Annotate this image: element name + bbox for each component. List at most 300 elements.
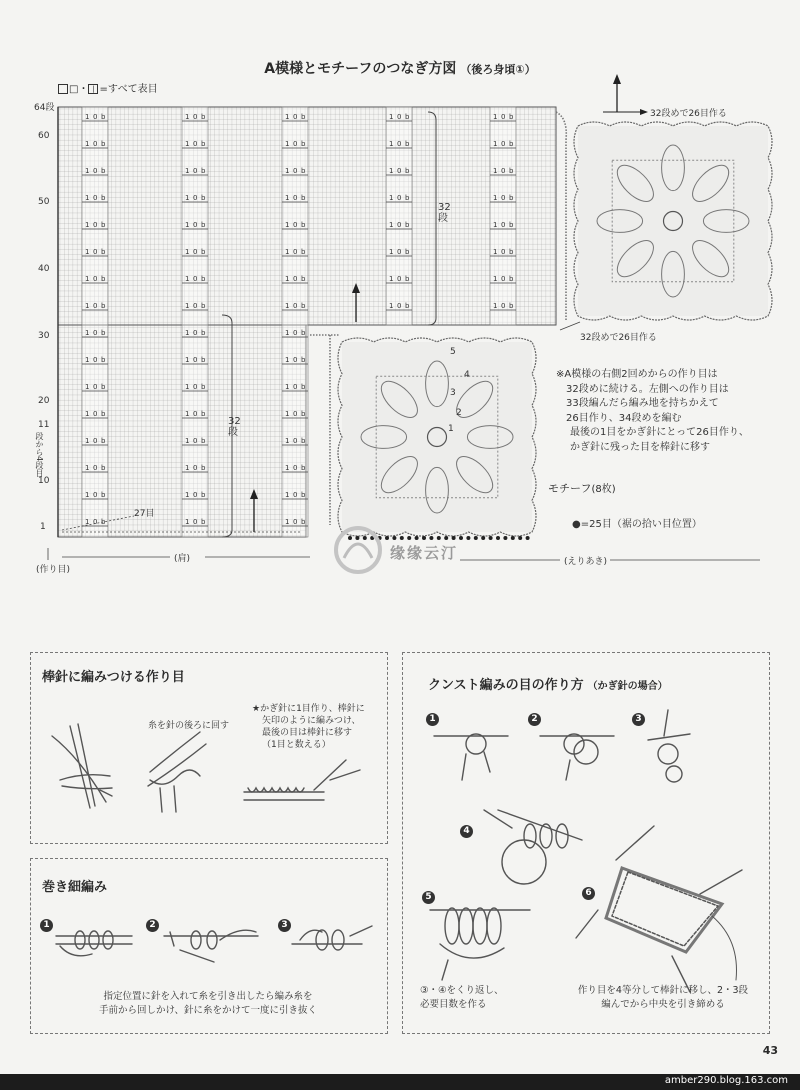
legend-text: =すべて表目 xyxy=(99,84,158,95)
y-label-30: 30 xyxy=(38,331,50,341)
svg-text:0: 0 xyxy=(293,491,298,499)
svg-text:b: b xyxy=(201,491,206,499)
row-count-left: 32段 xyxy=(228,416,241,438)
svg-text:1: 1 xyxy=(493,113,498,121)
svg-text:0: 0 xyxy=(93,275,98,283)
title-sub: （後ろ身頃①） xyxy=(460,63,536,76)
svg-text:b: b xyxy=(101,383,106,391)
svg-text:0: 0 xyxy=(397,140,402,148)
svg-text:1: 1 xyxy=(285,275,290,283)
cable-mark xyxy=(82,518,108,526)
svg-text:1: 1 xyxy=(493,248,498,256)
cable-mark xyxy=(82,437,108,445)
svg-text:1: 1 xyxy=(389,275,394,283)
wrap-step-3-badge: 3 xyxy=(278,919,291,932)
svg-text:0: 0 xyxy=(93,194,98,202)
kunst-step-1-badge: 1 xyxy=(426,713,439,726)
wrap-illustration-1 xyxy=(56,931,132,956)
svg-text:1: 1 xyxy=(185,275,190,283)
svg-text:0: 0 xyxy=(293,383,298,391)
svg-text:b: b xyxy=(201,437,206,445)
svg-text:0: 0 xyxy=(397,194,402,202)
cable-mark xyxy=(182,437,208,445)
svg-text:0: 0 xyxy=(501,221,506,229)
cable-mark xyxy=(82,140,108,148)
cable-mark xyxy=(490,113,516,121)
cable-mark xyxy=(386,194,412,202)
svg-text:0: 0 xyxy=(193,437,198,445)
kunst-caption-45-2: 必要目数を作る xyxy=(420,999,487,1010)
svg-text:b: b xyxy=(101,356,106,364)
svg-text:1: 1 xyxy=(285,464,290,472)
svg-text:0: 0 xyxy=(293,518,298,526)
svg-text:1: 1 xyxy=(285,302,290,310)
svg-text:b: b xyxy=(509,275,514,283)
svg-text:b: b xyxy=(301,140,306,148)
svg-text:b: b xyxy=(405,302,410,310)
cable-mark xyxy=(282,302,308,310)
svg-text:0: 0 xyxy=(193,221,198,229)
kunst-step-4-badge: 4 xyxy=(460,825,473,838)
motif-label-text: モチーフ xyxy=(548,482,592,495)
svg-text:1: 1 xyxy=(185,248,190,256)
cable-mark xyxy=(282,410,308,418)
svg-text:1: 1 xyxy=(185,437,190,445)
svg-text:1: 1 xyxy=(285,437,290,445)
cable-mark xyxy=(182,113,208,121)
svg-text:1: 1 xyxy=(285,356,290,364)
y-label-20: 20 xyxy=(38,396,50,406)
svg-text:1: 1 xyxy=(185,383,190,391)
cable-mark xyxy=(82,356,108,364)
cable-mark xyxy=(386,302,412,310)
cable-mark xyxy=(182,383,208,391)
svg-text:b: b xyxy=(201,356,206,364)
motif-round-5: 5 xyxy=(450,347,456,357)
svg-text:b: b xyxy=(509,113,514,121)
svg-text:b: b xyxy=(509,167,514,175)
svg-text:b: b xyxy=(101,140,106,148)
cable-mark xyxy=(282,464,308,472)
svg-text:0: 0 xyxy=(193,275,198,283)
svg-text:1: 1 xyxy=(389,248,394,256)
cable-mark xyxy=(386,275,412,283)
svg-text:1: 1 xyxy=(285,113,290,121)
kunst-step-5-badge: 5 xyxy=(422,891,435,904)
svg-text:0: 0 xyxy=(293,113,298,121)
svg-text:0: 0 xyxy=(293,302,298,310)
svg-text:1: 1 xyxy=(85,491,90,499)
side-note-line-4: 26目作り、34段めを編む xyxy=(566,412,682,424)
motif-label xyxy=(548,480,616,496)
svg-text:1: 1 xyxy=(389,302,394,310)
y-label-50: 50 xyxy=(38,197,50,207)
cable-mark xyxy=(82,383,108,391)
svg-text:b: b xyxy=(301,167,306,175)
svg-text:b: b xyxy=(101,518,106,526)
wrap-illustration-2 xyxy=(164,930,258,962)
svg-text:0: 0 xyxy=(193,491,198,499)
svg-text:b: b xyxy=(405,275,410,283)
cable-mark xyxy=(182,275,208,283)
svg-text:0: 0 xyxy=(501,302,506,310)
title-main: A模様とモチーフのつなぎ方図 xyxy=(264,61,457,77)
svg-text:b: b xyxy=(201,113,206,121)
cable-mark xyxy=(182,221,208,229)
svg-text:0: 0 xyxy=(501,167,506,175)
cable-mark xyxy=(82,167,108,175)
svg-text:0: 0 xyxy=(93,302,98,310)
stitch-count: 27目 xyxy=(134,509,155,519)
svg-text:b: b xyxy=(301,464,306,472)
svg-text:1: 1 xyxy=(285,410,290,418)
motif-round-1: 1 xyxy=(448,424,454,434)
svg-text:b: b xyxy=(201,248,206,256)
svg-text:1: 1 xyxy=(185,140,190,148)
svg-text:b: b xyxy=(201,329,206,337)
cable-mark xyxy=(282,140,308,148)
kunst-step-6-badge: 6 xyxy=(582,887,595,900)
y-label-11: 11 xyxy=(38,420,50,430)
svg-text:0: 0 xyxy=(293,437,298,445)
cast-on-label-b-2: 矢印のように編みつけ、 xyxy=(262,716,361,726)
svg-text:1: 1 xyxy=(285,221,290,229)
svg-text:0: 0 xyxy=(293,194,298,202)
svg-text:b: b xyxy=(201,410,206,418)
svg-text:b: b xyxy=(201,275,206,283)
legend-symbols: □・ xyxy=(69,84,89,95)
cable-mark xyxy=(82,221,108,229)
svg-text:0: 0 xyxy=(501,140,506,148)
svg-text:1: 1 xyxy=(185,356,190,364)
cable-mark xyxy=(282,437,308,445)
svg-text:0: 0 xyxy=(193,410,198,418)
svg-text:b: b xyxy=(405,140,410,148)
svg-text:0: 0 xyxy=(501,275,506,283)
svg-text:b: b xyxy=(301,410,306,418)
svg-text:1: 1 xyxy=(85,194,90,202)
cable-mark xyxy=(386,140,412,148)
svg-text:b: b xyxy=(301,221,306,229)
cable-mark xyxy=(182,491,208,499)
svg-text:0: 0 xyxy=(293,140,298,148)
purl-symbol-icon: | xyxy=(88,84,98,94)
kunst-illustration-6 xyxy=(576,826,742,992)
cable-mark xyxy=(282,491,308,499)
svg-text:b: b xyxy=(201,221,206,229)
wrap-step-2-badge: 2 xyxy=(146,919,159,932)
svg-text:b: b xyxy=(405,113,410,121)
svg-text:b: b xyxy=(301,248,306,256)
svg-text:b: b xyxy=(405,167,410,175)
svg-text:1: 1 xyxy=(389,194,394,202)
cable-mark xyxy=(282,518,308,526)
svg-text:0: 0 xyxy=(397,113,402,121)
svg-text:b: b xyxy=(101,275,106,283)
svg-text:0: 0 xyxy=(397,275,402,283)
cable-mark xyxy=(386,113,412,121)
svg-text:0: 0 xyxy=(93,410,98,418)
svg-text:1: 1 xyxy=(185,491,190,499)
svg-text:0: 0 xyxy=(501,113,506,121)
cable-mark xyxy=(282,383,308,391)
motif-count: (8枚) xyxy=(591,484,616,495)
svg-text:1: 1 xyxy=(493,167,498,175)
wrap-caption-2: 手前から回しかけ、針に糸をかけて一度に引き抜く xyxy=(98,1005,318,1016)
cast-on-illustration-2 xyxy=(148,732,206,812)
svg-text:0: 0 xyxy=(501,248,506,256)
svg-text:0: 0 xyxy=(93,464,98,472)
cable-mark xyxy=(282,275,308,283)
svg-text:1: 1 xyxy=(85,302,90,310)
svg-text:1: 1 xyxy=(185,464,190,472)
svg-text:0: 0 xyxy=(93,437,98,445)
side-note-line-1: ※A模様の右側2回めからの作り目は xyxy=(556,369,718,380)
y-label-10: 10 xyxy=(38,476,50,486)
svg-text:0: 0 xyxy=(93,329,98,337)
svg-text:b: b xyxy=(201,302,206,310)
svg-text:0: 0 xyxy=(93,356,98,364)
svg-text:b: b xyxy=(405,194,410,202)
cable-mark xyxy=(82,302,108,310)
svg-text:b: b xyxy=(101,464,106,472)
svg-text:1: 1 xyxy=(85,518,90,526)
cable-mark xyxy=(386,167,412,175)
svg-text:0: 0 xyxy=(293,248,298,256)
motif-round-3: 3 xyxy=(450,388,456,398)
svg-text:b: b xyxy=(101,167,106,175)
kunst-step-3-badge: 3 xyxy=(632,713,645,726)
svg-text:1: 1 xyxy=(85,356,90,364)
svg-text:1: 1 xyxy=(85,383,90,391)
svg-text:0: 0 xyxy=(193,302,198,310)
y-label-64: 64段 xyxy=(34,103,55,113)
svg-text:0: 0 xyxy=(397,302,402,310)
side-note-line-3: 33段編んだら編み地を持ちかえて xyxy=(566,398,719,409)
watermark-logo-icon xyxy=(330,520,386,584)
svg-text:b: b xyxy=(301,437,306,445)
svg-text:0: 0 xyxy=(293,221,298,229)
svg-text:1: 1 xyxy=(493,302,498,310)
svg-text:b: b xyxy=(509,194,514,202)
cable-mark xyxy=(82,410,108,418)
wrap-step-1-badge: 1 xyxy=(40,919,53,932)
svg-text:0: 0 xyxy=(293,275,298,283)
svg-text:b: b xyxy=(405,221,410,229)
cable-mark xyxy=(182,194,208,202)
svg-text:0: 0 xyxy=(293,410,298,418)
cable-mark xyxy=(282,329,308,337)
cable-mark xyxy=(282,248,308,256)
kunst-illustration-2 xyxy=(540,734,614,780)
svg-text:1: 1 xyxy=(185,194,190,202)
arrow-top-label: 32段めで26目作る xyxy=(650,109,727,119)
svg-text:0: 0 xyxy=(193,140,198,148)
cable-mark xyxy=(490,194,516,202)
svg-text:b: b xyxy=(301,329,306,337)
svg-text:1: 1 xyxy=(185,113,190,121)
svg-text:1: 1 xyxy=(85,140,90,148)
cable-mark xyxy=(82,275,108,283)
kunst-step-2-badge: 2 xyxy=(528,713,541,726)
svg-text:1: 1 xyxy=(285,491,290,499)
wrap-title: 巻き細編み xyxy=(42,880,108,895)
label-neckline: (えりあき) xyxy=(564,557,608,567)
svg-text:b: b xyxy=(509,221,514,229)
svg-text:1: 1 xyxy=(493,140,498,148)
svg-text:0: 0 xyxy=(93,221,98,229)
svg-text:b: b xyxy=(101,329,106,337)
svg-text:b: b xyxy=(301,356,306,364)
svg-text:1: 1 xyxy=(185,410,190,418)
motif-round-2: 2 xyxy=(456,408,462,418)
svg-text:1: 1 xyxy=(85,437,90,445)
cast-on-label-b-1: ★かぎ針に1目作り、棒針に xyxy=(252,704,365,714)
cable-mark xyxy=(182,167,208,175)
svg-text:0: 0 xyxy=(93,140,98,148)
svg-text:b: b xyxy=(301,491,306,499)
svg-text:0: 0 xyxy=(93,113,98,121)
kunst-illustration-1 xyxy=(434,734,508,780)
svg-text:1: 1 xyxy=(389,221,394,229)
cast-on-illustration-1 xyxy=(52,724,112,808)
cable-mark xyxy=(182,140,208,148)
cable-mark xyxy=(282,221,308,229)
cable-mark xyxy=(182,410,208,418)
svg-text:0: 0 xyxy=(397,248,402,256)
kunst-illustration-3 xyxy=(648,710,690,782)
arrow-mid-label: 32段めで26目作る xyxy=(580,333,657,343)
svg-text:b: b xyxy=(301,113,306,121)
svg-text:0: 0 xyxy=(193,383,198,391)
cable-mark xyxy=(82,464,108,472)
svg-text:0: 0 xyxy=(293,356,298,364)
svg-text:1: 1 xyxy=(389,140,394,148)
svg-text:b: b xyxy=(301,194,306,202)
svg-text:b: b xyxy=(201,167,206,175)
svg-text:1: 1 xyxy=(85,167,90,175)
motif-center xyxy=(338,338,536,536)
svg-text:1: 1 xyxy=(285,518,290,526)
svg-text:b: b xyxy=(201,194,206,202)
cable-mark xyxy=(182,518,208,526)
cast-on-label-b-4: （1目と数える） xyxy=(262,740,331,750)
cable-mark xyxy=(490,302,516,310)
svg-text:0: 0 xyxy=(193,167,198,175)
page-number: 43 xyxy=(762,1044,778,1057)
svg-text:0: 0 xyxy=(193,194,198,202)
svg-text:0: 0 xyxy=(293,464,298,472)
svg-text:b: b xyxy=(509,248,514,256)
cast-on-label-b-3: 最後の目は棒針に移す xyxy=(262,728,353,738)
svg-text:b: b xyxy=(101,302,106,310)
y-label-1: 1 xyxy=(40,522,46,532)
watermark: 缘缘云汀 xyxy=(390,544,459,562)
side-note-line-6: かぎ針に残った目を棒針に移す xyxy=(570,441,710,453)
svg-text:b: b xyxy=(201,518,206,526)
row-count-right: 32段 xyxy=(438,202,451,224)
kunst-illustration-4 xyxy=(484,810,582,884)
svg-text:b: b xyxy=(405,248,410,256)
technique-illustrations xyxy=(0,640,800,1040)
cable-mark xyxy=(282,167,308,175)
cable-mark xyxy=(82,248,108,256)
svg-text:b: b xyxy=(101,410,106,418)
svg-text:1: 1 xyxy=(185,167,190,175)
cable-mark xyxy=(386,248,412,256)
svg-text:0: 0 xyxy=(397,221,402,229)
svg-text:1: 1 xyxy=(285,140,290,148)
svg-text:1: 1 xyxy=(389,167,394,175)
cable-mark xyxy=(182,356,208,364)
svg-text:0: 0 xyxy=(193,113,198,121)
cast-on-title: 棒針に編みつける作り目 xyxy=(42,670,185,685)
svg-text:0: 0 xyxy=(93,383,98,391)
svg-text:b: b xyxy=(101,221,106,229)
svg-text:b: b xyxy=(101,491,106,499)
svg-text:b: b xyxy=(509,140,514,148)
svg-text:b: b xyxy=(101,437,106,445)
cable-mark xyxy=(182,248,208,256)
footer-url: amber290.blog.163.com xyxy=(664,1075,788,1086)
y-label-60: 60 xyxy=(38,131,50,141)
svg-text:0: 0 xyxy=(501,194,506,202)
cable-mark xyxy=(490,140,516,148)
cable-mark xyxy=(490,275,516,283)
svg-text:0: 0 xyxy=(193,356,198,364)
svg-text:0: 0 xyxy=(93,518,98,526)
svg-text:b: b xyxy=(201,464,206,472)
side-note-line-2: 32段めに続ける。左側への作り目は xyxy=(566,383,729,395)
svg-text:0: 0 xyxy=(193,464,198,472)
cable-mark xyxy=(490,221,516,229)
label-shoulder: (肩) xyxy=(174,554,191,564)
svg-text:b: b xyxy=(509,302,514,310)
svg-text:0: 0 xyxy=(293,167,298,175)
svg-text:1: 1 xyxy=(85,329,90,337)
cable-mark xyxy=(182,302,208,310)
svg-text:1: 1 xyxy=(85,113,90,121)
svg-text:b: b xyxy=(301,275,306,283)
kunst-caption-45-1: ③・④をくり返し、 xyxy=(420,985,504,996)
svg-text:0: 0 xyxy=(193,248,198,256)
cable-mark xyxy=(490,167,516,175)
svg-text:1: 1 xyxy=(85,464,90,472)
svg-text:1: 1 xyxy=(185,221,190,229)
svg-text:b: b xyxy=(101,113,106,121)
cable-mark xyxy=(182,329,208,337)
svg-text:1: 1 xyxy=(493,194,498,202)
side-note-line-5: 最後の1目をかぎ針にとって26目作り、 xyxy=(570,427,749,438)
svg-text:1: 1 xyxy=(185,518,190,526)
svg-text:b: b xyxy=(301,383,306,391)
kunst-title-main: クンスト編みの目の作り方 xyxy=(428,678,584,693)
svg-text:1: 1 xyxy=(185,302,190,310)
svg-text:1: 1 xyxy=(389,113,394,121)
cable-mark xyxy=(490,248,516,256)
motif-top-right xyxy=(574,122,772,320)
cable-mark xyxy=(282,194,308,202)
svg-text:1: 1 xyxy=(85,410,90,418)
kunst-title-sub: （かぎ針の場合） xyxy=(587,681,668,692)
svg-text:1: 1 xyxy=(285,329,290,337)
side-note xyxy=(556,368,786,455)
cast-on-label-a: 糸を針の後ろに回す xyxy=(148,721,230,731)
svg-text:0: 0 xyxy=(193,518,198,526)
pickup-note: ●=25目（裾の拾い目位置） xyxy=(572,519,702,530)
svg-text:1: 1 xyxy=(185,329,190,337)
svg-text:b: b xyxy=(301,302,306,310)
